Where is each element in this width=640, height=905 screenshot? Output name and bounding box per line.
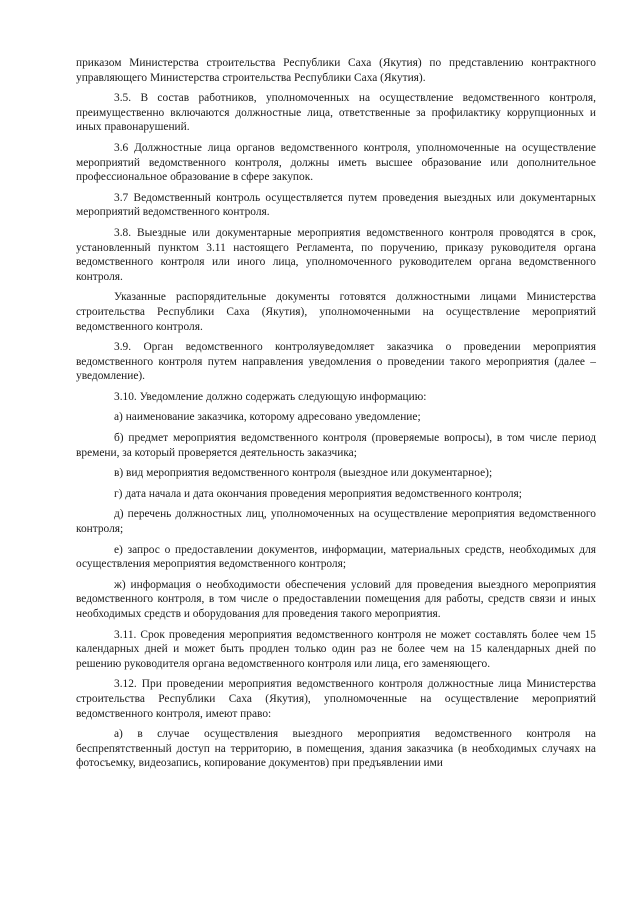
list-item-b: б) предмет мероприятия ведомственного контроля (проверяемые вопросы), в том числе период времени, за который проверяется деятельность заказчика; xyxy=(76,432,596,459)
paragraph-3-5: 3.5. В состав работников, уполномоченных на осуществление ведомственного контроля, преимущественно включаются должностные лица, ответственные за профилактику коррупционных и иных правонарушений. xyxy=(76,92,596,134)
paragraph-3-7: 3.7 Ведомственный контроль осуществляется путем проведения выездных или документарных мероприятий ведомственного контроля. xyxy=(76,191,596,219)
list-item-g: г) дата начала и дата окончания проведения мероприятия ведомственного контроля; xyxy=(114,487,522,500)
paragraph-3-8-documents: Указанные распорядительные документы готовятся должностными лицами Министерства строительства Республики Саха (Якутия), уполномоченными на осуществление мероприятий ведомственного контроля. xyxy=(76,291,596,333)
paragraph-3-12: 3.12. При проведении мероприятия ведомственного контроля должностные лица Министерства строительства Республики Саха (Якутия), уполномоченные на осуществление мероприятий ведомственного контроля, имеют право: xyxy=(76,678,596,720)
list-item-e: е) запрос о предоставлении документов, информации, материальных средств, необходимых для осуществления мероприятия ведомственного контроля; xyxy=(76,543,596,571)
paragraph-3-11: 3.11. Срок проведения мероприятия ведомственного контроля не может составлять более чем 15 календарных дней и может быть продлен только один раз не более чем на 15 календарных дней по решению руководителя органа ведомственного контроля или лица, его заменяющего. xyxy=(76,628,596,670)
paragraph-3-10: 3.10. Уведомление должно содержать следующую информацию: xyxy=(114,390,427,403)
paragraph-3-9: 3.9. Орган ведомственного контроляуведомляет заказчика о проведении мероприятия ведомственного контроля путем направления уведомления о проведении такого мероприятия (далее – уведомление). xyxy=(76,341,596,383)
list-item-zh: ж) информация о необходимости обеспечения условий для проведения выездного мероприятия ведомственного контроля, в том числе о предоставлении помещения для работы, средств связи и иных необходимых средств и оборудования для проведения такого мероприятия. xyxy=(76,578,596,620)
document-page xyxy=(76,56,596,777)
list-item-v: в) вид мероприятия ведомственного контроля (выездное или документарное); xyxy=(114,467,493,480)
list-item-3-12-a: а) в случае осуществления выездного мероприятия ведомственного контроля на беспрепятственный доступ на территорию, в помещения, здания заказчика (в необходимых случаях на фотосъемку, видеозапись, копирование документов) при предъявлении ими xyxy=(76,728,596,770)
paragraph-3-8: 3.8. Выездные или документарные мероприятия ведомственного контроля проводятся в срок, установленный пунктом 3.11 настоящего Регламента, по поручению, приказу руководителя органа ведомственного контроля или иного лица, уполномоченного руководителем органа ведомственного контроля. xyxy=(76,226,596,283)
paragraph-continuation: приказом Министерства строительства Республики Саха (Якутия) по представлению контрактного управляющего Министерства строительства Республики Саха (Якутия). xyxy=(76,57,596,84)
list-item-d: д) перечень должностных лиц, уполномоченных на осуществление мероприятия ведомственного контроля; xyxy=(76,508,596,536)
paragraph-3-6: 3.6 Должностные лица органов ведомственного контроля, уполномоченные на осуществление мероприятий ведомственного контроля, должны иметь высшее образование или дополнительное профессиональное образование в сфере закупок. xyxy=(76,141,596,184)
list-item-a: а) наименование заказчика, которому адресовано уведомление; xyxy=(114,411,421,424)
